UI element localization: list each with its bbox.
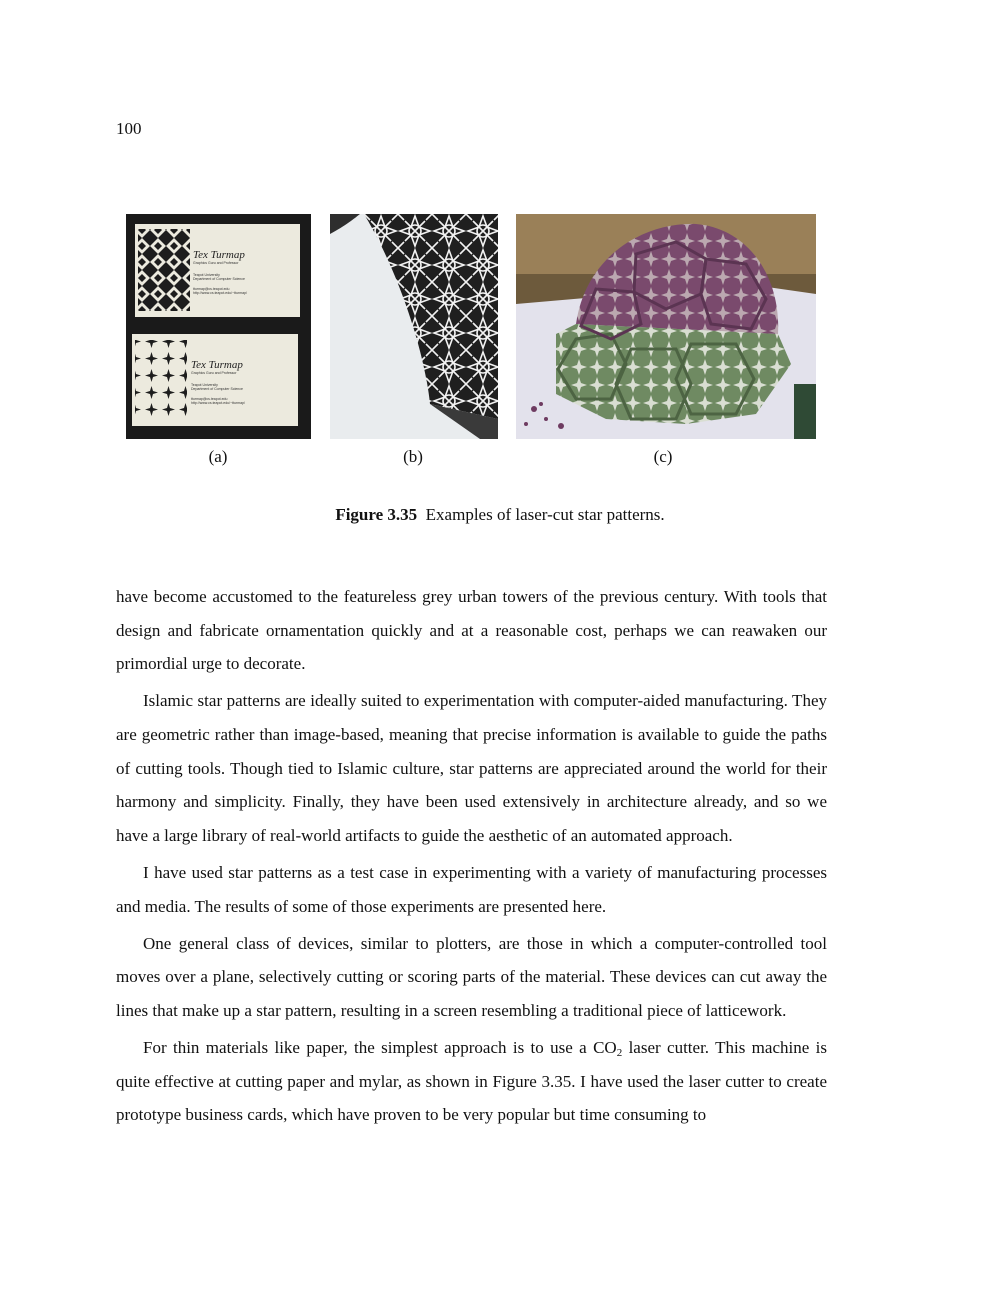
- page-number: 100: [116, 119, 142, 138]
- figure-caption: [0, 505, 1000, 525]
- subfigure-label-c: (c): [653, 447, 673, 466]
- card-1-email: tturmap@cs.teapot.edu: [193, 286, 230, 291]
- card-2-url: http://www.cs.teapot.edu/~tturmap/: [191, 401, 245, 405]
- card-1-title: Graphics Guru and Professor: [193, 261, 239, 265]
- paragraph-3: I have used star patterns as a test case in experimenting with a variety of manufacturing processes and media. The results of some of those experiments are presented here.: [116, 862, 827, 916]
- card-1-university: Teapot University: [193, 272, 220, 277]
- paragraph-2: Islamic star patterns are ideally suited to experimentation with computer-aided manufacturing. They are geometric rather than image-based, meaning that precise information is available to guide the paths of cutting tools. Though tied to Islamic culture, star patterns are appreciated around the world for their harmony and simplicity. Finally, they have been used extensively in architecture already, and so we have a large library of real-world artifacts to guide the aesthetic of an automated approach.: [116, 691, 827, 845]
- co2-subscript: 2: [616, 1047, 623, 1060]
- figure-panel-c-star-dome: [516, 214, 816, 439]
- card-2-university: Teapot University: [191, 382, 218, 387]
- paragraph-5-start: For thin materials like paper, the simplest approach is to use a CO: [143, 1038, 617, 1058]
- paragraph-1: have become accustomed to the featureless grey urban towers of the previous century. With tools that design and fabricate ornamentation quickly and at a reasonable cost, perhaps we can reawaken our primordial urge to decorate.: [116, 587, 827, 674]
- card-1-department: Department of Computer Science: [193, 277, 245, 281]
- paper-lattice-image: [330, 214, 498, 439]
- figure-panel-b-paper-lattice: [330, 214, 498, 439]
- card-1-name: Tex Turmap: [193, 249, 245, 261]
- card-1-text: [193, 250, 303, 296]
- card-2-email: tturmap@cs.teapot.edu: [191, 396, 228, 401]
- paragraph-5-end: laser cutter. This machine is quite effective at cutting paper and mylar, as shown in Figure 3.35. I have used the laser cutter to create prototype business cards, which have proven to be very popular but time consuming to: [116, 1038, 827, 1125]
- figure-panel-a-business-cards: [126, 214, 311, 439]
- paragraph-5: [116, 1031, 827, 1132]
- figure-label: Figure 3.35: [335, 505, 418, 524]
- body-text: [116, 580, 827, 1135]
- star-dome-image: [516, 214, 816, 439]
- card-2-name: Tex Turmap: [191, 359, 243, 371]
- paragraph-4: One general class of devices, similar to plotters, are those in which a computer-controlled tool moves over a plane, selectively cutting or scoring parts of the material. These devices can cut away the lines that make up a star pattern, resulting in a screen resembling a traditional piece of latticework.: [116, 933, 827, 1020]
- card-2-title: Graphics Guru and Professor: [191, 371, 237, 375]
- card-1-url: http://www.cs.teapot.edu/~tturmap/: [193, 291, 247, 295]
- subfigure-label-b: (b): [403, 447, 423, 466]
- card-2-text: [191, 360, 301, 406]
- subfigure-label-a: (a): [208, 447, 228, 466]
- card-2-department: Department of Computer Science: [191, 387, 243, 391]
- figure-caption-text: Examples of laser-cut star patterns.: [425, 505, 665, 524]
